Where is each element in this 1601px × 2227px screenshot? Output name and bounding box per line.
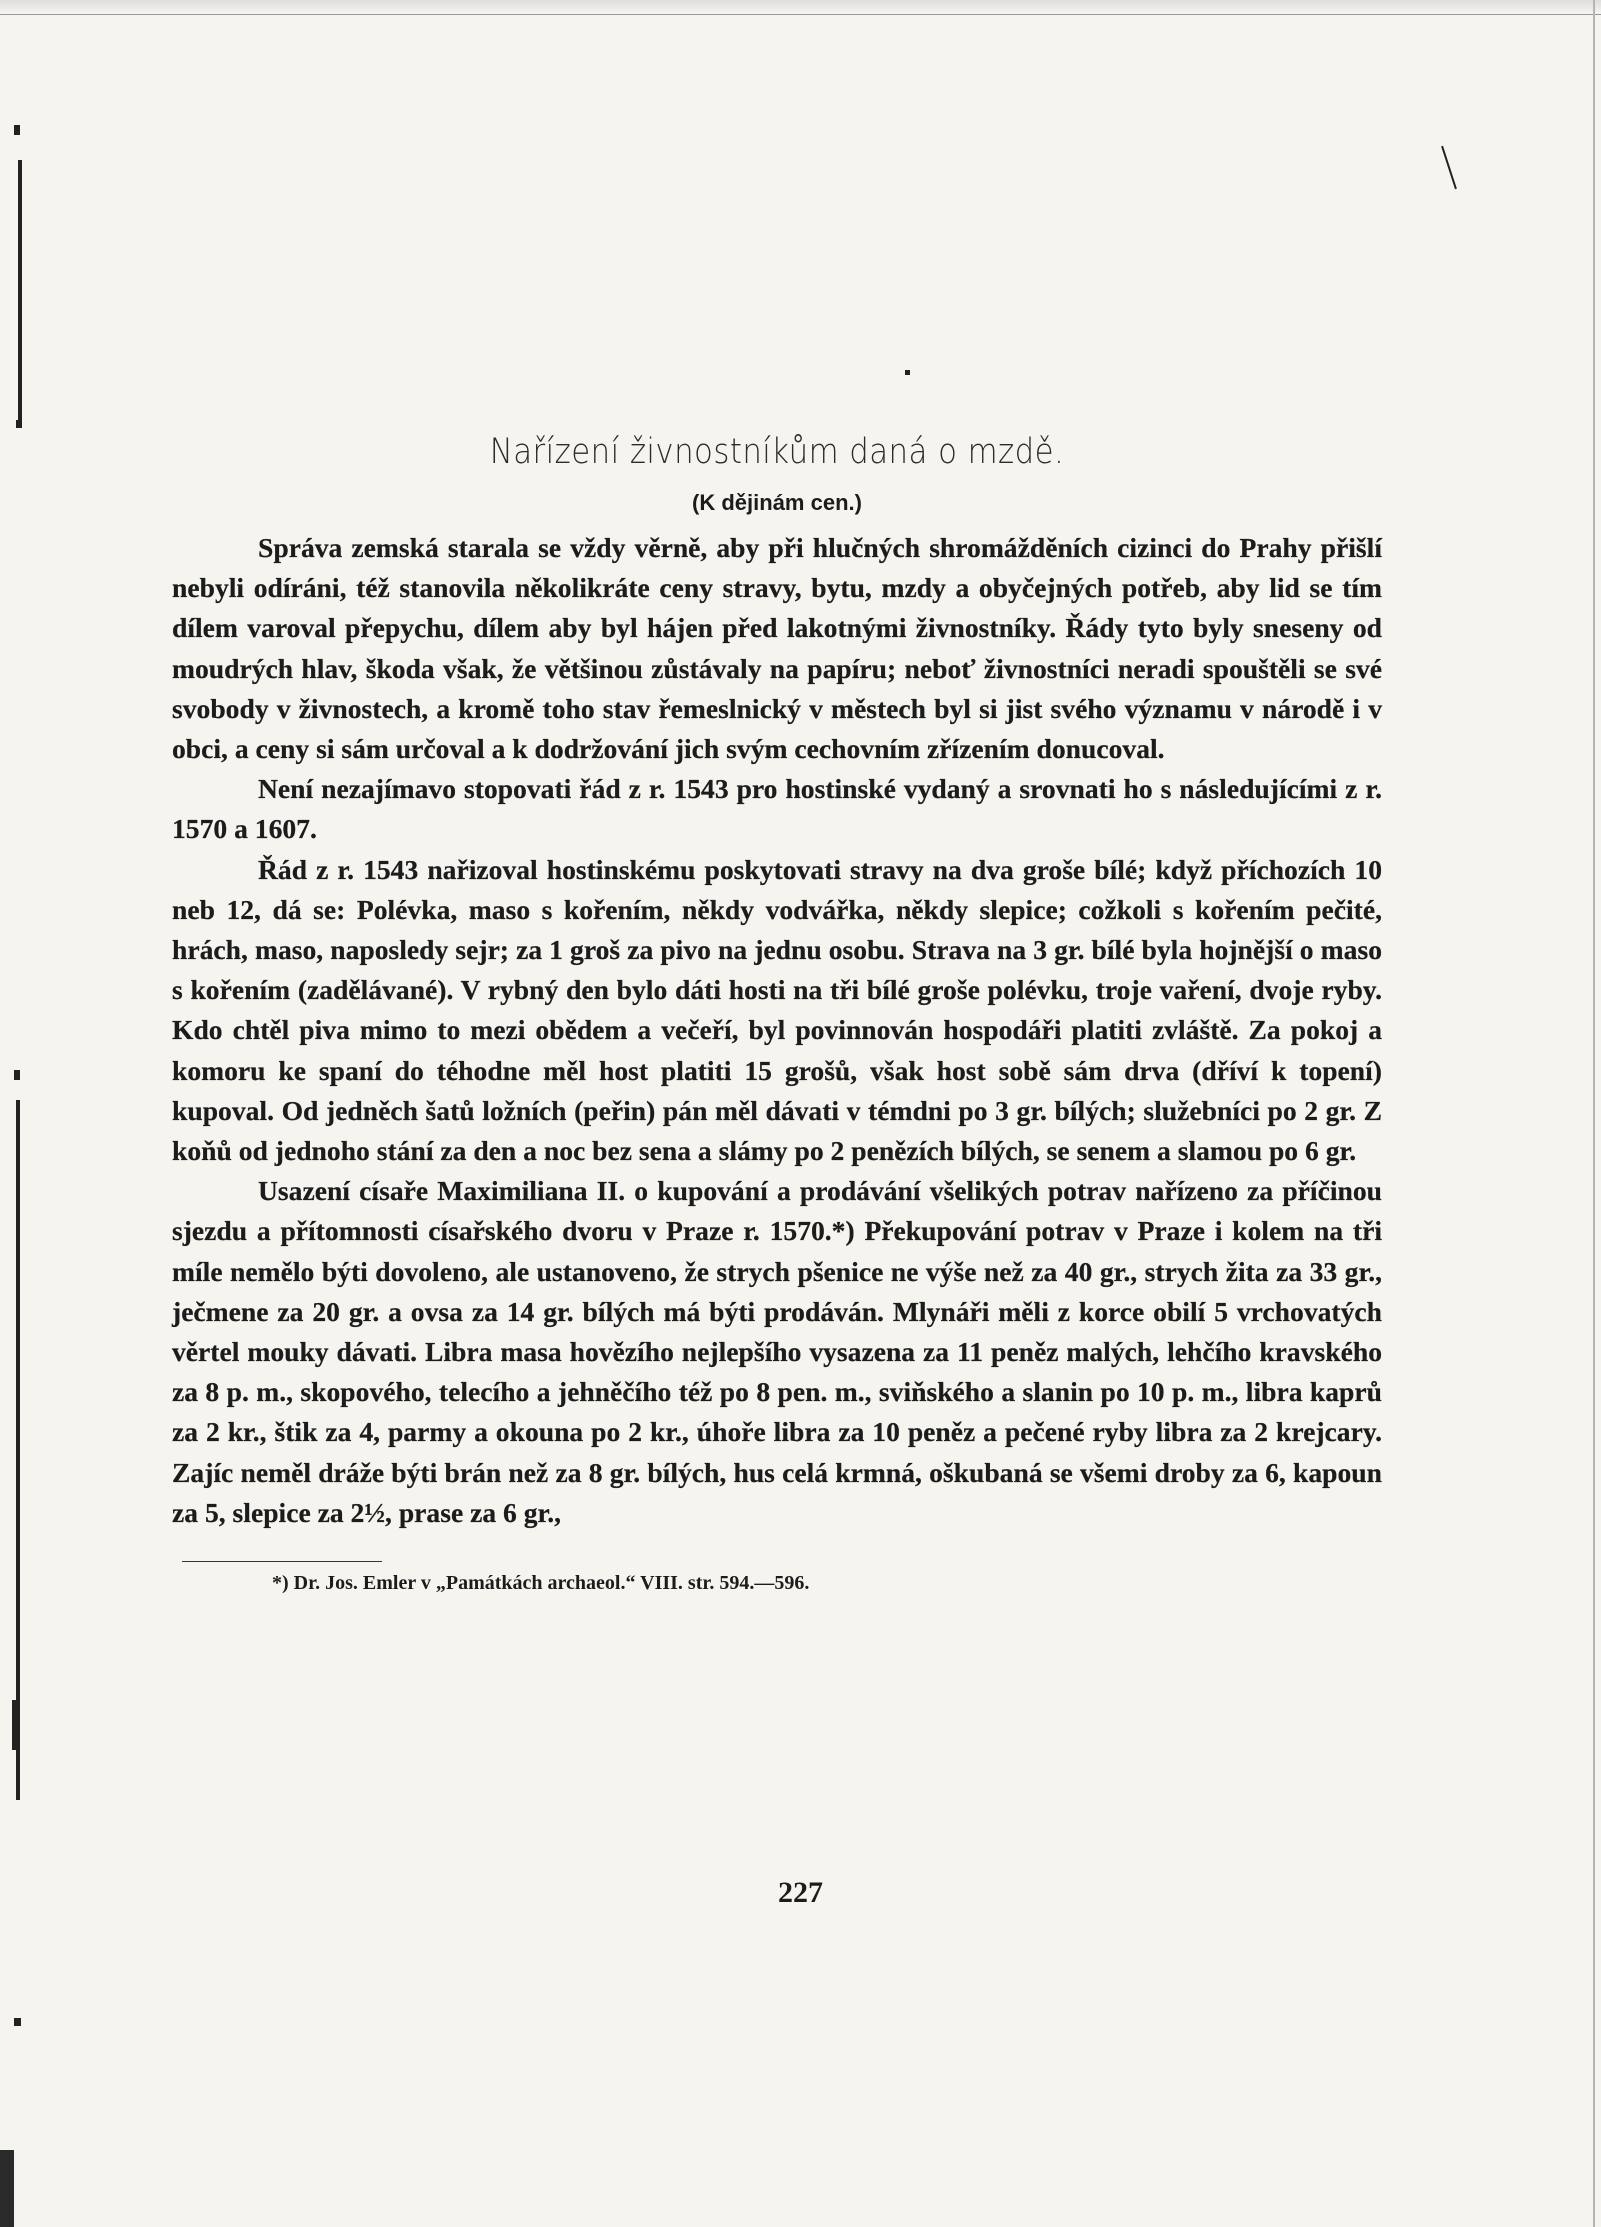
margin-mark [14, 1070, 20, 1080]
document-subtitle: (K dějinám cen.) [692, 490, 862, 515]
footnote: *) Dr. Jos. Emler v „Památkách archaeol.“ VIII. str. 594.—596. [272, 1572, 810, 1595]
margin-mark [18, 160, 22, 420]
margin-mark [14, 125, 20, 135]
page-number: 227 [778, 1876, 823, 1909]
paragraph: Usazení císaře Maximiliana II. o kupování a prodávání všelikých potrav nařízeno za příčinou sjezdu a přítomnosti císařského dvoru v Praze r. 1570.*) Překupování potrav v Praze i kolem na tři míle nemělo býti dovoleno, ale ustanoveno, že strych pšenice ne výše než za 40 gr., strych žita za 33 gr., ječmene za 20 gr. a ovsa za 14 gr. bílých má býti prodáván. Mlynáři měli z korce obilí 5 vrchovatých věrtel mouky dávati. Libra masa hovězího nejlepšího vysazena za 11 peněz malých, lehčího kravského za 8 p. m., skopového, telecího a jehněčího též po 8 pen. m., sviňského a slanin po 10 p. m., libra kaprů za 2 kr., štik za 4, parmy a okouna po 2 kr., úhoře libra za 10 peněz a pečené ryby libra za 2 krejcary. Zajíc neměl dráže býti brán než za 8 gr. bílých, hus celá krmná, oškubaná se všemi droby za 6, kapoun za 5, slepice za 2½, prase za 6 gr., [172, 1175, 1382, 1528]
document-title: Nařízení živnostníkům daná o mzdě. [489, 432, 1065, 472]
paragraph: Řád z r. 1543 nařizoval hostinskému poskytovati stravy na dva groše bílé; když příchozích 10 neb 12, dá se: Polévka, maso s kořením, někdy vodvářka, někdy slepice; cožkoli s kořením pečité, hrách, maso, naposledy sejr; za 1 groš za pivo na jednu osobu. Strava na 3 gr. bílé byla hojnější o maso s kořením (zadělávané). V rybný den bylo dáti hosti na tři bílé groše polévku, troje vaření, dvoje ryby. Kdo chtěl piva mimo to mezi obědem a večeří, byl povinnován hospodáři platiti zvláště. Za pokoj a komoru ke spaní do téhodne měl host platiti 15 grošů, však host sobě sám drva (dříví k topení) kupoval. Od jedněch šatů ložních (peřin) pán měl dávati v témdni po 3 gr. bílých; služebníci po 2 gr. Z koňů od jednoho stání za den a noc bez sena a slámy po 2 penězích bílých, se senem a slamou po 6 gr. [172, 853, 1382, 1167]
scan-top-edge [0, 0, 1601, 15]
document-page [172, 432, 1382, 1595]
margin-mark [905, 370, 910, 375]
scan-binding-edge [0, 2150, 14, 2227]
margin-mark [14, 2018, 21, 2026]
margin-mark [1441, 146, 1457, 189]
paragraph: Správa zemská starala se vždy věrně, aby při hlučných shromážděních cizinci do Prahy přišlí nebyli odíráni, též stanovila několikráte ceny stravy, bytu, mzdy a obyčejných potřeb, aby lid se tím dílem varoval přepychu, dílem aby byl hájen před lakotnými živnostníky. Řády tyto byly sneseny od moudrých hlav, škoda však, že většinou zůstávaly na papíru; neboť živnostníci neradi spouštěli se své svobody v živnostech, a kromě toho stav řemeslnický v městech byl si jist svého významu v národě i v obci, a ceny si sám určoval a k dodržování jich svým cechovním zřízením donucoval. [172, 532, 1382, 765]
margin-mark [16, 420, 22, 428]
margin-mark [12, 1700, 20, 1750]
footnote-divider [182, 1561, 382, 1562]
paragraph: Není nezajímavo stopovati řád z r. 1543 pro hostinské vydaný a srovnati ho s následujícími z r. 1570 a 1607. [172, 773, 1382, 845]
margin-mark [16, 1100, 20, 1800]
